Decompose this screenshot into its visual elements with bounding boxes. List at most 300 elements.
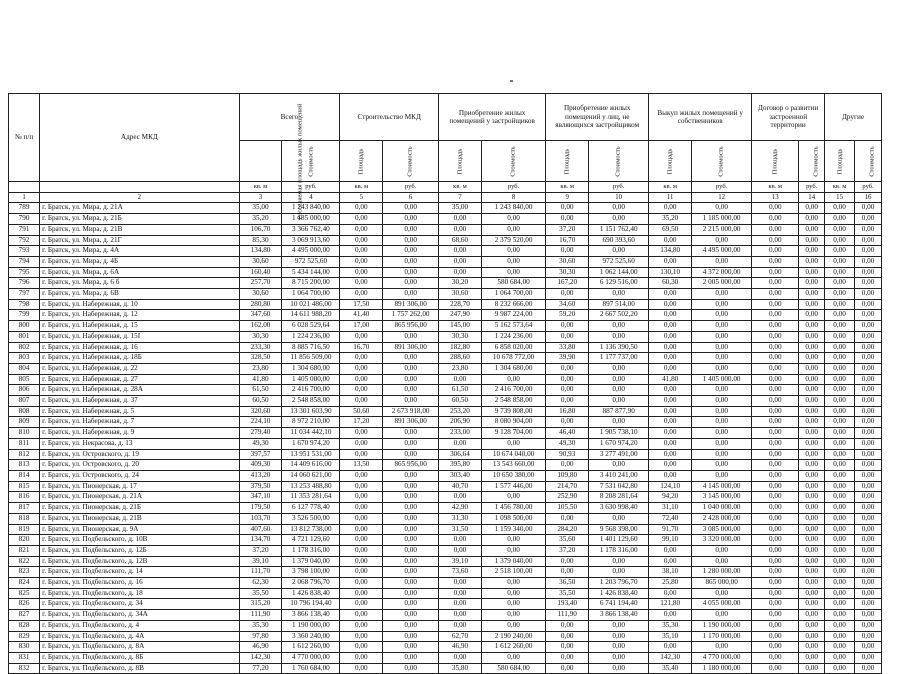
row-number-cell: 793: [9, 246, 40, 257]
row-number-cell: 792: [9, 235, 40, 246]
value-cell: 1 185 000,00: [692, 214, 752, 225]
value-cell: 0,00: [692, 310, 752, 321]
address-cell: г. Братск, ул. Мира, д. 21В: [40, 224, 239, 235]
table-row: [9, 642, 882, 653]
value-cell: 0,00: [340, 331, 383, 342]
row-number-cell: 824: [9, 578, 40, 589]
value-cell: 0,00: [589, 246, 649, 257]
table-row: [9, 224, 882, 235]
value-cell: 1 064 700,00: [481, 289, 545, 300]
value-cell: 167,20: [546, 278, 589, 289]
value-cell: 0,00: [799, 556, 825, 567]
value-cell: 0,00: [799, 470, 825, 481]
value-cell: 0,00: [752, 406, 799, 417]
row-number-cell: 831: [9, 652, 40, 663]
table-row: [9, 652, 882, 663]
value-cell: 35,30: [239, 620, 282, 631]
value-cell: 1 405 000,00: [282, 374, 340, 385]
value-cell: 6 127 778,40: [282, 503, 340, 514]
resettlement-table: [8, 93, 882, 674]
table-row: [9, 449, 882, 460]
address-cell: г. Братск, ул. Набережная, д. 12: [40, 310, 239, 321]
value-cell: 0,00: [546, 214, 589, 225]
table-row: [9, 374, 882, 385]
table-row: [9, 556, 882, 567]
value-cell: 30,30: [546, 267, 589, 278]
value-cell: 4 055 000,00: [692, 599, 752, 610]
address-cell: г. Братск, ул. Мира, д. 21Г: [40, 235, 239, 246]
value-cell: 30,30: [439, 331, 482, 342]
value-cell: 0,00: [692, 417, 752, 428]
row-number-cell: 808: [9, 406, 40, 417]
value-cell: 328,50: [239, 353, 282, 364]
value-cell: 90,93: [546, 449, 589, 460]
value-cell: 0,00: [589, 652, 649, 663]
value-cell: 0,00: [855, 545, 882, 556]
value-cell: 0,00: [752, 578, 799, 589]
value-cell: 3 866 138,40: [589, 610, 649, 621]
table-row: [9, 396, 882, 407]
header-cost: Стоимость: [383, 141, 439, 182]
value-cell: 0,00: [383, 642, 439, 653]
row-number-cell: 829: [9, 631, 40, 642]
value-cell: 0,00: [383, 363, 439, 374]
value-cell: 0,00: [825, 224, 855, 235]
value-cell: 35,00: [239, 203, 282, 214]
value-cell: 0,00: [825, 620, 855, 631]
value-cell: 0,00: [752, 353, 799, 364]
value-cell: 0,00: [752, 235, 799, 246]
row-number-cell: 806: [9, 385, 40, 396]
value-cell: 17,50: [340, 299, 383, 310]
row-number-cell: 795: [9, 267, 40, 278]
value-cell: 0,00: [799, 203, 825, 214]
table-row: [9, 331, 882, 342]
value-cell: 0,00: [855, 610, 882, 621]
value-cell: 0,00: [340, 588, 383, 599]
value-cell: 0,00: [649, 406, 692, 417]
value-cell: 0,00: [752, 652, 799, 663]
value-cell: 5 434 144,00: [282, 267, 340, 278]
value-cell: 0,00: [383, 545, 439, 556]
value-cell: 0,00: [439, 374, 482, 385]
value-cell: 0,00: [799, 267, 825, 278]
value-cell: 8 885 716,50: [282, 342, 340, 353]
value-cell: 0,00: [855, 321, 882, 332]
value-cell: 0,00: [799, 492, 825, 503]
value-cell: 0,00: [855, 470, 882, 481]
value-cell: 0,00: [383, 385, 439, 396]
value-cell: 0,00: [799, 342, 825, 353]
value-cell: 0,00: [546, 321, 589, 332]
value-cell: 0,00: [649, 331, 692, 342]
value-cell: 0,00: [692, 385, 752, 396]
value-cell: 0,00: [752, 470, 799, 481]
value-cell: 0,00: [825, 331, 855, 342]
value-cell: 0,00: [439, 599, 482, 610]
value-cell: 972 525,60: [589, 256, 649, 267]
value-cell: 0,00: [855, 278, 882, 289]
value-cell: 9 128 704,00: [481, 428, 545, 439]
value-cell: 4 721 129,60: [282, 535, 340, 546]
table-body: [9, 203, 882, 674]
value-cell: 2 416 700,00: [481, 385, 545, 396]
value-cell: 30,60: [546, 256, 589, 267]
value-cell: 0,00: [383, 620, 439, 631]
value-cell: 3 069 913,60: [282, 235, 340, 246]
value-cell: 0,00: [649, 610, 692, 621]
value-cell: 0,00: [855, 396, 882, 407]
value-cell: 0,00: [825, 481, 855, 492]
value-cell: 0,00: [825, 299, 855, 310]
value-cell: 0,00: [692, 588, 752, 599]
value-cell: 0,00: [546, 396, 589, 407]
value-cell: 0,00: [546, 417, 589, 428]
value-cell: 103,70: [239, 513, 282, 524]
value-cell: 0,00: [340, 620, 383, 631]
value-cell: 38,10: [649, 567, 692, 578]
value-cell: 0,00: [383, 470, 439, 481]
value-cell: 0,00: [799, 642, 825, 653]
value-cell: 0,00: [855, 289, 882, 300]
value-cell: 0,00: [692, 460, 752, 471]
value-cell: 0,00: [752, 642, 799, 653]
column-number-cell: 5: [340, 192, 383, 203]
value-cell: 0,00: [799, 385, 825, 396]
value-cell: 0,00: [752, 267, 799, 278]
value-cell: 23,80: [239, 363, 282, 374]
value-cell: 0,00: [439, 214, 482, 225]
value-cell: 0,00: [589, 663, 649, 674]
row-number-cell: 809: [9, 417, 40, 428]
address-cell: г. Братск, ул. Подбельского, д. 16: [40, 578, 239, 589]
value-cell: 0,00: [340, 652, 383, 663]
value-cell: 0,00: [855, 599, 882, 610]
value-cell: 0,00: [752, 246, 799, 257]
address-cell: г. Братск, ул. Мира, д. 21Б: [40, 214, 239, 225]
value-cell: 1 224 236,00: [282, 331, 340, 342]
value-cell: 3 410 241,00: [589, 470, 649, 481]
value-cell: 105,50: [546, 503, 589, 514]
value-cell: 413,20: [239, 470, 282, 481]
address-cell: г. Братск, ул. Пионерская, д. 17: [40, 481, 239, 492]
table-row: [9, 235, 882, 246]
address-cell: г. Братск, ул. Пионерская, д. 21В: [40, 513, 239, 524]
value-cell: 2 068 796,70: [282, 578, 340, 589]
unit-cell: руб.: [481, 182, 545, 193]
value-cell: 0,00: [649, 235, 692, 246]
value-cell: 0,00: [825, 599, 855, 610]
value-cell: 0,00: [383, 203, 439, 214]
address-cell: г. Братск, ул. Набережная, д. 27: [40, 374, 239, 385]
header-area: Площадь: [546, 141, 589, 182]
value-cell: 111,70: [239, 567, 282, 578]
value-cell: 0,00: [439, 267, 482, 278]
value-cell: 5 162 573,64: [481, 321, 545, 332]
header-cost: Стоимость: [855, 141, 882, 182]
value-cell: 0,00: [825, 278, 855, 289]
value-cell: 0,00: [439, 256, 482, 267]
value-cell: 1 612 260,00: [481, 642, 545, 653]
value-cell: 0,00: [481, 545, 545, 556]
address-cell: г. Братск, ул. Мира, д. 21А: [40, 203, 239, 214]
value-cell: 0,00: [855, 535, 882, 546]
column-number-cell: 8: [481, 192, 545, 203]
value-cell: 0,00: [799, 578, 825, 589]
value-cell: 0,00: [752, 460, 799, 471]
value-cell: 0,00: [383, 289, 439, 300]
value-cell: 3 085 000,00: [692, 524, 752, 535]
value-cell: 0,00: [752, 599, 799, 610]
value-cell: 1 190 000,00: [692, 620, 752, 631]
value-cell: 865 956,00: [383, 460, 439, 471]
value-cell: 0,00: [752, 289, 799, 300]
value-cell: 891 306,00: [383, 299, 439, 310]
value-cell: 0,00: [752, 321, 799, 332]
table-row: [9, 599, 882, 610]
column-number-cell: 12: [692, 192, 752, 203]
value-cell: 130,10: [649, 267, 692, 278]
value-cell: 0,00: [546, 331, 589, 342]
value-cell: 13 812 738,00: [282, 524, 340, 535]
value-cell: 0,00: [340, 214, 383, 225]
value-cell: 0,00: [383, 513, 439, 524]
value-cell: 0,00: [825, 652, 855, 663]
value-cell: 253,20: [439, 406, 482, 417]
value-cell: 59,20: [546, 310, 589, 321]
value-cell: 1 280 000,00: [692, 567, 752, 578]
table-row: [9, 567, 882, 578]
value-cell: 1 159 340,00: [481, 524, 545, 535]
value-cell: 891 306,00: [383, 417, 439, 428]
value-cell: 0,00: [825, 342, 855, 353]
value-cell: 10 678 772,00: [481, 353, 545, 364]
value-cell: 134,80: [649, 246, 692, 257]
value-cell: 0,00: [649, 545, 692, 556]
value-cell: 580 684,00: [481, 278, 545, 289]
value-cell: 179,50: [239, 503, 282, 514]
row-number-cell: 825: [9, 588, 40, 599]
value-cell: 0,00: [855, 588, 882, 599]
column-number-cell: 16: [855, 192, 882, 203]
value-cell: 0,00: [799, 235, 825, 246]
value-cell: 0,00: [546, 246, 589, 257]
value-cell: 4 145 000,00: [692, 481, 752, 492]
address-cell: г. Братск, ул. Подбельского, д. 8В: [40, 663, 239, 674]
header-group-total: Всего: [239, 94, 340, 141]
value-cell: 228,70: [439, 299, 482, 310]
value-cell: 10 650 380,00: [481, 470, 545, 481]
unit-cell: кв. м: [546, 182, 589, 193]
header-address: Адрес МКД: [40, 94, 239, 182]
value-cell: 60,30: [649, 278, 692, 289]
column-number-cell: 2: [40, 192, 239, 203]
value-cell: 1 136 390,50: [589, 342, 649, 353]
value-cell: 580 684,00: [481, 663, 545, 674]
value-cell: 0,00: [825, 289, 855, 300]
table-row: [9, 417, 882, 428]
value-cell: 46,40: [546, 428, 589, 439]
address-cell: г. Братск, ул. Пионерская, д. 21А: [40, 492, 239, 503]
value-cell: 3 277 491,00: [589, 449, 649, 460]
value-cell: 257,70: [239, 278, 282, 289]
value-cell: 0,00: [383, 481, 439, 492]
address-cell: г. Братск, ул. Подбельского, д. 12В: [40, 556, 239, 567]
value-cell: 0,00: [825, 396, 855, 407]
table-row: [9, 481, 882, 492]
value-cell: 0,00: [692, 353, 752, 364]
value-cell: 0,00: [855, 524, 882, 535]
unit-cell: руб.: [855, 182, 882, 193]
value-cell: 0,00: [799, 524, 825, 535]
value-cell: 233,30: [239, 342, 282, 353]
value-cell: 61,50: [239, 385, 282, 396]
value-cell: 0,00: [649, 642, 692, 653]
header-no: № п/п: [9, 94, 40, 182]
value-cell: 0,00: [825, 417, 855, 428]
value-cell: 0,00: [855, 481, 882, 492]
value-cell: 0,00: [752, 524, 799, 535]
value-cell: 6 129 516,00: [589, 278, 649, 289]
value-cell: 0,00: [825, 363, 855, 374]
value-cell: 2 667 502,20: [589, 310, 649, 321]
value-cell: 0,00: [855, 385, 882, 396]
row-number-cell: 804: [9, 363, 40, 374]
value-cell: 0,00: [649, 321, 692, 332]
value-cell: 1 098 500,00: [481, 513, 545, 524]
value-cell: 2 005 000,00: [692, 278, 752, 289]
value-cell: 0,00: [855, 342, 882, 353]
address-cell: г. Братск, ул. Набережная, д. 15: [40, 321, 239, 332]
address-cell: г. Братск, ул. Набережная, д. 37: [40, 396, 239, 407]
value-cell: 0,00: [752, 481, 799, 492]
value-cell: 0,00: [799, 417, 825, 428]
value-cell: 14 611 988,20: [282, 310, 340, 321]
value-cell: 0,00: [589, 203, 649, 214]
value-cell: 99,10: [649, 535, 692, 546]
value-cell: 0,00: [383, 353, 439, 364]
value-cell: 0,00: [383, 567, 439, 578]
value-cell: 0,00: [383, 578, 439, 589]
value-cell: 30,60: [239, 256, 282, 267]
value-cell: 0,00: [799, 610, 825, 621]
value-cell: 1 905 738,10: [589, 428, 649, 439]
row-number-cell: 828: [9, 620, 40, 631]
row-number-cell: 823: [9, 567, 40, 578]
value-cell: 0,00: [855, 353, 882, 364]
value-cell: 0,00: [752, 396, 799, 407]
value-cell: 0,00: [855, 620, 882, 631]
value-cell: 891 306,00: [383, 342, 439, 353]
value-cell: 0,00: [799, 428, 825, 439]
value-cell: 49,30: [239, 438, 282, 449]
header-group-buyout: Выкуп жилых помещений у собственников: [649, 94, 752, 141]
value-cell: 0,00: [855, 331, 882, 342]
value-cell: 0,00: [799, 246, 825, 257]
value-cell: 252,90: [546, 492, 589, 503]
value-cell: 1 379 040,00: [282, 556, 340, 567]
row-number-cell: 820: [9, 535, 40, 546]
value-cell: 10 021 486,00: [282, 299, 340, 310]
header-total-area: Расселяемая площадь жилых помещений: [239, 141, 282, 182]
row-number-cell: 813: [9, 460, 40, 471]
value-cell: 0,00: [383, 535, 439, 546]
value-cell: 0,00: [855, 299, 882, 310]
value-cell: 0,00: [439, 620, 482, 631]
value-cell: 1 203 796,70: [589, 578, 649, 589]
value-cell: 0,00: [692, 406, 752, 417]
value-cell: 0,00: [589, 620, 649, 631]
value-cell: 0,00: [340, 535, 383, 546]
value-cell: 1 190 000,00: [282, 620, 340, 631]
value-cell: 214,70: [546, 481, 589, 492]
value-cell: 0,00: [649, 299, 692, 310]
table-row: [9, 663, 882, 674]
value-cell: 0,00: [649, 256, 692, 267]
value-cell: 0,00: [855, 267, 882, 278]
value-cell: 0,00: [340, 385, 383, 396]
value-cell: 284,20: [546, 524, 589, 535]
value-cell: 3 320 000,00: [692, 535, 752, 546]
value-cell: 0,00: [799, 256, 825, 267]
value-cell: 0,00: [383, 374, 439, 385]
value-cell: 0,00: [340, 545, 383, 556]
address-cell: г. Братск, ул. Мира, д. 4А: [40, 246, 239, 257]
value-cell: 2 190 240,00: [481, 631, 545, 642]
value-cell: 0,00: [692, 545, 752, 556]
unit-cell: руб.: [383, 182, 439, 193]
value-cell: 0,00: [752, 556, 799, 567]
value-cell: 0,00: [649, 460, 692, 471]
value-cell: 72,40: [649, 513, 692, 524]
value-cell: 16,70: [546, 235, 589, 246]
value-cell: 0,00: [825, 513, 855, 524]
value-cell: 0,00: [855, 235, 882, 246]
value-cell: 0,00: [825, 470, 855, 481]
value-cell: 0,00: [340, 235, 383, 246]
value-cell: 0,00: [752, 214, 799, 225]
value-cell: 0,00: [649, 310, 692, 321]
value-cell: 0,00: [589, 374, 649, 385]
value-cell: 162,00: [239, 321, 282, 332]
value-cell: 320,60: [239, 406, 282, 417]
value-cell: 0,00: [825, 663, 855, 674]
value-cell: 0,00: [855, 203, 882, 214]
value-cell: 0,00: [752, 513, 799, 524]
value-cell: 0,00: [692, 363, 752, 374]
scan-mark: [510, 80, 513, 82]
value-cell: 8 972 210,00: [282, 417, 340, 428]
value-cell: 0,00: [546, 652, 589, 663]
value-cell: 0,00: [855, 246, 882, 257]
value-cell: 0,00: [855, 428, 882, 439]
value-cell: 0,00: [799, 331, 825, 342]
value-cell: 4 495 000,00: [282, 246, 340, 257]
value-cell: 0,00: [383, 631, 439, 642]
row-number-cell: 798: [9, 299, 40, 310]
table-row: [9, 503, 882, 514]
unit-cell: кв. м: [340, 182, 383, 193]
value-cell: 0,00: [383, 503, 439, 514]
value-cell: 280,80: [239, 299, 282, 310]
row-number-cell: 800: [9, 321, 40, 332]
value-cell: 0,00: [752, 620, 799, 631]
value-cell: 0,00: [340, 438, 383, 449]
value-cell: 0,00: [752, 374, 799, 385]
value-cell: 0,00: [825, 631, 855, 642]
value-cell: 17,20: [340, 417, 383, 428]
value-cell: 1 304 680,00: [481, 363, 545, 374]
